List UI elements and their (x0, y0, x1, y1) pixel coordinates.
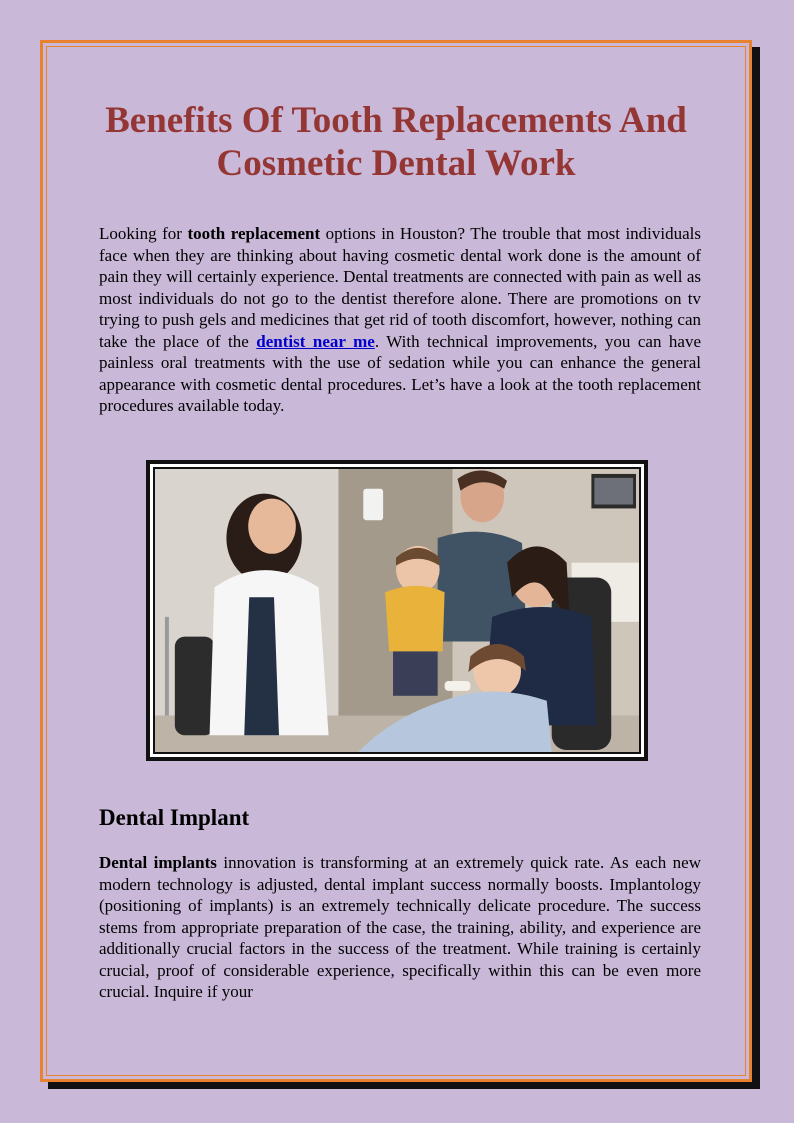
intro-bold-keyword: tooth replacement (187, 224, 321, 243)
intro-text-3: . With technical improvements, you can have painless oral treatments with the use of sedation while you can enhance the general appearance with cosmetic dental procedures. Let’s have a look at the tooth replacement procedures available today. (99, 331, 702, 415)
section-heading-dental-implant: Dental Implant (99, 805, 250, 830)
dental-office-family-photo (153, 467, 641, 754)
page-frame (40, 40, 752, 1082)
photo-frame (146, 460, 648, 761)
section-text-1: innovation is transforming at an extremely quick rate. As each new modern technology is adjusted, dental implant success normally boosts. Implantology (positioning of implants) is an extremely technically delicate procedure. The success stems from appropriate preparation of the case, the training, ability, and experience are additionally crucial factors in the success of the treatment. While training is certainly crucial, proof of considerable experience, specifically within this can be even more crucial. Inquire if your (99, 853, 701, 1001)
intro-text-2: options in Houston? The trouble that most individuals face when they are thinking about having cosmetic dental work done is the amount of pain they will certainly experience. Dental treatments are connected with pain as well as most individuals do not go to the dentist therefore alone. There are promotions on tv trying to push gels and medicines that get rid of tooth discomfort, however, nothing can take the place of the (99, 224, 701, 351)
dentist-near-me-link[interactable]: dentist near me (256, 331, 375, 351)
dental-implant-paragraph (99, 852, 701, 1003)
section-bold-keyword: Dental implants (99, 853, 217, 872)
intro-text-1: Looking for (99, 224, 188, 243)
document-title: Benefits Of Tooth Replacements And Cosmetic Dental Work (105, 100, 687, 184)
photo-illustration (155, 469, 639, 752)
intro-paragraph (99, 223, 701, 417)
